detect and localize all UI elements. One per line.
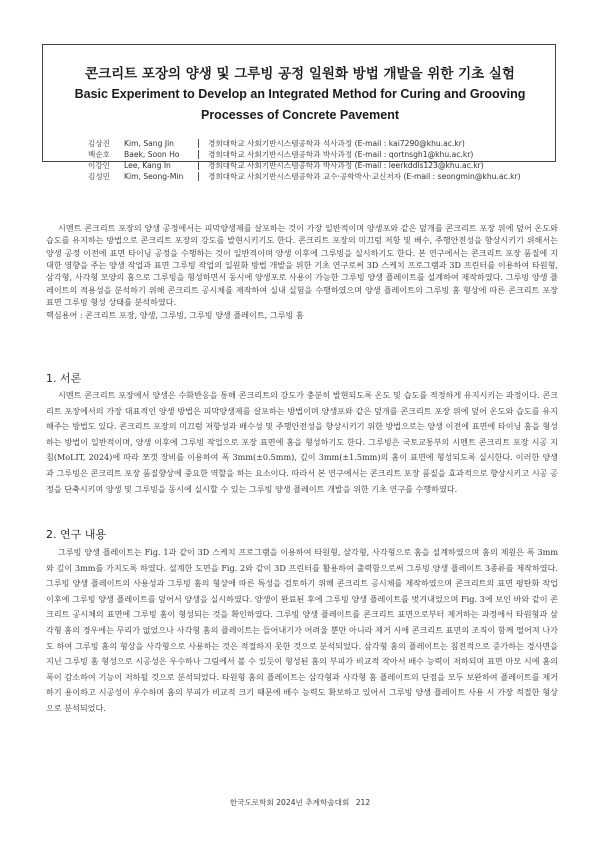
author-row (88, 171, 558, 182)
author-name-en: Baek, Soon Ho (124, 150, 180, 159)
section-body-introduction (46, 388, 558, 497)
paragraph: 시멘트 콘크리트 포장에서 양생은 수화반응을 통해 콘크리트의 강도가 충분히 발현되도록 온도 및 습도를 적정하게 유지시키는 과정이다. 콘크리트 포장에서의 가장 대표적인 양생 방법은 피막양생제를 살포하는 방법이며 양생포와 같은 덮개를 콘크리트 포장 위에 덮어 온도와 습도를 유지해주는 방법도 있다. 콘크리트 포장의 미끄럼 저항성과 배수성 및 주행안전성을 향상시키기 위한 방법으로는 양생 이전에 표면에 타이닝 홈을 형성하는 방법이 일반적이며, 양생 이후에 그루빙 작업으로 포장 표면에 홈을 형성하기도 한다. 그루빙은 국토교통부의 시멘트 콘크리트 포장 시공 지침(MoLIT, 2024)에 따라 쪼갯 장비를 이용하여 폭 3mm(±0.5mm), 깊이 3mm(±1.5mm)의 홈이 표면에 형성되도록 실시한다. 이러한 양생과 그루빙은 콘크리트 포장 품질향상에 중요한 역할을 하는 요소이다. 따라서 본 연구에서는 콘크리트 포장 품질을 효과적으로 향상시키고 시공 공정을 단축시키며 양생 및 그루빙을 동시에 실시할 수 있는 그루빙 양생 플레이트 개발을 위한 기초 연구를 수행하였다. (46, 390, 558, 494)
section-title-introduction: 1. 서론 (46, 372, 82, 385)
section-title-research: 2. 연구 내용 (46, 528, 106, 541)
author-name-en: Lee, Kang In (124, 161, 171, 170)
author-name-ko: 김상진 (88, 139, 111, 148)
author-list (88, 138, 558, 182)
author-affiliation: 경희대학교 사회기반시스템공학과 박사과정 (E-mail : leerkddls123@khu.ac.kr) (208, 161, 484, 170)
author-name-ko: 이강인 (88, 161, 111, 170)
author-name-ko: 김성민 (88, 172, 111, 181)
keywords: 핵심용어 : 콘크리트 포장, 양생, 그루빙, 그루빙 양생 플레이트, 그루빙 홈 (46, 310, 304, 321)
abstract (46, 222, 558, 322)
author-affiliation: 경희대학교 사회기반시스템공학과 교수·공학박사·교신저자 (E-mail : seongmin@khu.ac.kr) (208, 172, 521, 181)
author-affiliation: 경희대학교 사회기반시스템공학과 박사과정 (E-mail : qortnsgh1@khu.ac.kr) (208, 150, 474, 159)
title-english: Basic Experiment to Develop an Integrated Method for Curing and Grooving Processes of Concrete Pavement (74, 87, 526, 122)
author-divider (198, 150, 199, 159)
paragraph: 그루빙 양생 플레이트는 Fig. 1과 같이 3D 스케치 프로그램을 이용하여 타원형, 삼각형, 사각형으로 홈을 설계하였으며 홈의 제원은 폭 3mm와 깊이 3mm를 가지도록 하였다. 설계한 도면을 Fig. 2와 같이 3D 프린터를 활용하여 출력함으로써 그루빙 양생 플레이트 3종류를 제작하였다. 그루빙 양생 플레이트의 사용성과 그루빙 홈의 형상에 따른 특성을 검토하기 위해 콘크리트 공시체를 제작하였으며 콘크리트의 표면 평탄화 작업 이후에 그루빙 양생 플레이트를 덮어서 양생을 실시하였다. 양생이 완료된 후에 그루빙 양생 플레이트를 벗겨내었으며 Fig. 3에 보인 바와 같이 콘크리트 공시체의 표면에 그루빙 홈이 형성되는 것을 확인하였다. 그루빙 양생 플레이트를 콘크리트 표면으로부터 제거하는 과정에서 타원형과 삼각형 홈의 경우에는 무리가 없었으나 사각형 홈의 플레이트는 들어내기가 어려울 뿐만 아니라 제거 시에 콘크리트 표면의 조직이 함께 떨어져 나가도 하여 그루빙 홈의 형상을 사각형으로 사용하는 것은 적절하지 못한 것으로 분석되었다. 삼각형 홈의 플레이트는 침전적으로 증가하는 경사면을 지닌 그루빙 홈 형성으로 시공성은 우수하나 그림에서 볼 수 있듯이 형성된 홈의 부피가 비교적 작아서 배수 능력이 저하되며 표면 마모 시에 홈의 폭이 감소하여 기능이 저하될 것으로 분석되었다. 타원형 홈의 플레이트는 삼각형과 사각형 홈 플레이트의 단점을 모두 보완하여 플레이트를 제거하기 용이하고 시공성이 우수하며 홈의 부피가 비교적 크기 때문에 배수 능력도 확보하고 있어서 그루빙 양생 플레이트 사용 시 가장 적절한 형상으로 분석되었다. (46, 547, 558, 713)
author-name-ko: 백순호 (88, 150, 111, 159)
page-number: 212 (355, 798, 371, 807)
conference-name: 한국도로학회 2024년 추계학술대회 (229, 798, 350, 807)
author-name-en: Kim, Seong-Min (124, 172, 184, 181)
author-divider (198, 139, 199, 148)
author-row (88, 149, 558, 160)
author-affiliation: 경희대학교 사회기반시스템공학과 석사과정 (E-mail : kai7290@khu.ac.kr) (208, 139, 465, 148)
title-korean: 콘크리트 포장의 양생 및 그루빙 공정 일원화 방법 개발을 위한 기초 실험 (85, 66, 515, 82)
author-divider (198, 172, 199, 181)
author-name-en: Kim, Sang Jin (124, 139, 174, 148)
abstract-text: 시멘트 콘크리트 포장의 양생 공정에서는 피막양생제를 살포하는 것이 가장 일반적이며 양생포와 같은 덮개를 콘크리트 포장 위에 덮어 온도와 습도를 유지하는 방법으로 콘크리트 포장의 강도를 발현시키기도 한다. 콘크리트 포장의 미끄럼 저항 및 배수, 주행안전성을 향상시키기 위해서는 양생 공정 이전에 표면 타이닝 공정을 수행하는 것이 일반적이며 양생 이후에 그루빙을 실시하기도 한다. 본 연구에서는 콘크리트 포장 품질에 지대한 영향을 주는 양생 작업과 표면 그루빙 작업의 일원화 방법 개발을 위한 기초 연구로써 3D 스케치 프로그램과 3D 프린터를 이용하여 타원형, 삼각형, 사각형 모양의 홈으로 그루빙을 형성하면서 동시에 양생포로 사용이 가능한 그루빙 양생 플레이트를 설계하여 제작하였다. 그루빙 양생 플레이트의 적용성을 분석하기 위해 콘크리트 공시체를 제작하여 실내 실험을 수행하였으며 양생 플레이트의 그루빙 홈 형상에 따른 콘크리트 포장 표면 그루빙 형성 상태를 분석하였다. (46, 223, 558, 308)
section-body-research (46, 545, 558, 717)
page-footer (0, 797, 600, 808)
author-row (88, 160, 558, 171)
author-row (88, 138, 558, 149)
author-divider (198, 161, 199, 170)
